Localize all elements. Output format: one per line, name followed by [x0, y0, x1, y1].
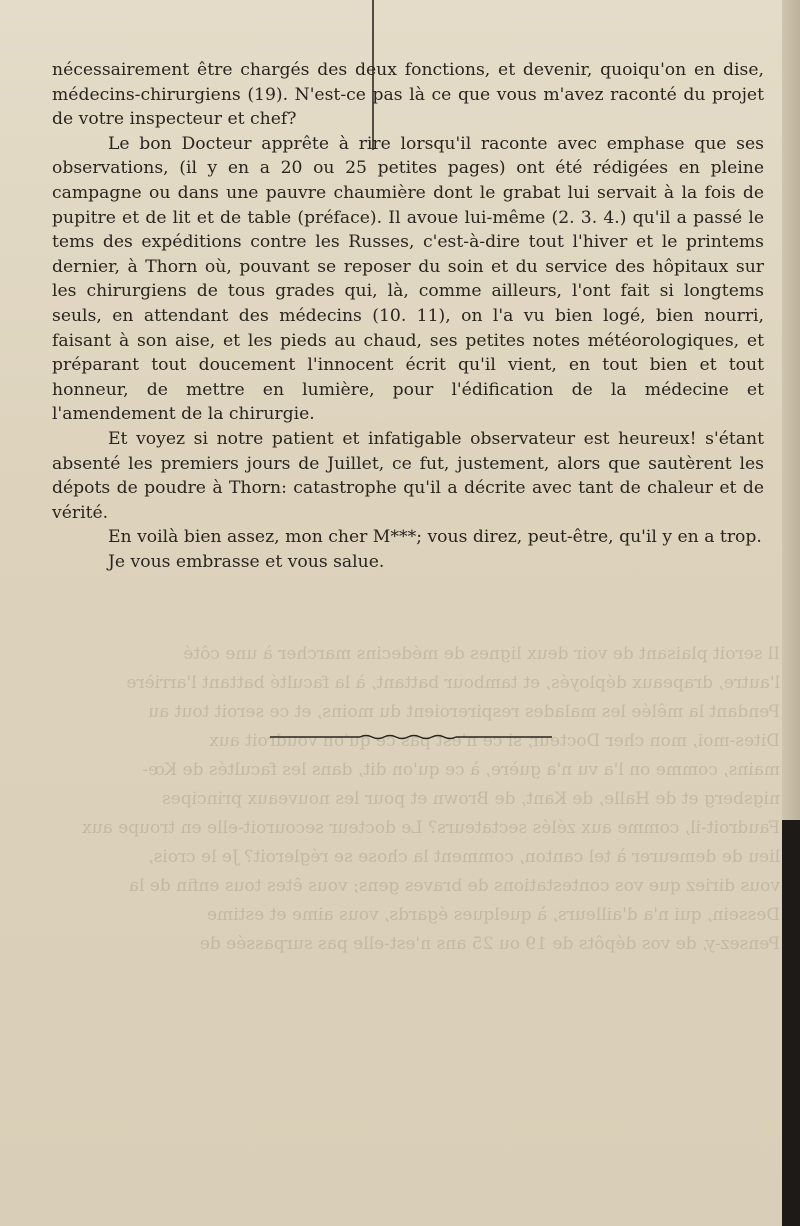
paragraph: Et voyez si notre patient et infatigable observateur est heureux! s'étant absenté les premiers jours de Juillet, ce fut, justement, alors que sautèrent les dépots de poudre à Thorn: catastrophe qu'il a décrite avec tant de chaleur et de vérité.	[52, 428, 764, 523]
paragraph: Le bon Docteur apprête à rire lorsqu'il raconte avec emphase que ses observations, (il y en a 20 ou 25 petites pages) ont été rédigées en pleine campagne ou dans une pauvre chaumière dont le grabat lui servait à la fois de pupitre et de lit et de table (préface). Il avoue lui-même (2. 3. 4.) qu'il a passé le tems des expéditions contre les Russes, c'est-à-dire tout l'hiver et le printems dernier, à Thorn où, pouvant se reposer du soin et du service des hôpitaux sur les chirurgiens de tous grades qui, là, comme ailleurs, l'ont fait si longtems seuls, en attendant des médecins (10. 11), on l'a vu bien logé, bien nourri, faisant à son aise, et les pieds au chaud, ses petites notes météorologiques, et préparant tout doucement l'innocent écrit qu'il vient, en tout bien et tout honneur, de mettre en lumière, pour l'édification de la médecine et l'amendement de la chirurgie.	[52, 133, 764, 425]
paragraph: nécessairement être chargés des deux fonctions, et devenir, quoiqu'on en dise, médecins-chirurgiens (19). N'est-ce pas là ce que vous m'avez raconté du projet de votre inspecteur et chef?	[52, 60, 764, 130]
dark-background-edge	[782, 820, 800, 1226]
page-edge	[782, 0, 800, 820]
ornamental-rule	[270, 734, 552, 740]
paragraph: En voilà bien assez, mon cher M***; vous direz, peut-être, qu'il y en a trop.	[108, 527, 762, 548]
body-text	[52, 58, 764, 574]
bleed-through-text: Il seroit plaisant de voir deux lignes de médecins marcher à une côté l'autre, drapeaux déployés, et tambour battant, à la faculté battant l'arrière Pendant la mêlée les malades respireroient du moins, et ce seroit tout au Dites-moi, mon cher Docteur, si ce n'est pas ce qu'on voudroit aux mains, comme on l'a vu n'a guère, à ce qu'on dit, dans les facultés de Kœ- nigsberg et de Halle, de Kant, de Brown et pour les nouveaux principes Faudroit-il, comme aux zélés sectateurs? Le docteur secouroit-elle en troupe aux lieu de demeurer à tel canton, comment la chose se régleroit? Je le crois, vous diriez que vos contestations de braves gens; vous êtes tous enfin de la Dessein, qui n'a d'ailleurs, à quelques égards, vous aime et estime Pensez-y, de vos dépôts de 19 ou 25 ans n'est-elle pas surpassée de	[82, 644, 780, 954]
closing-line: Je vous embrasse et vous salue.	[108, 551, 385, 572]
